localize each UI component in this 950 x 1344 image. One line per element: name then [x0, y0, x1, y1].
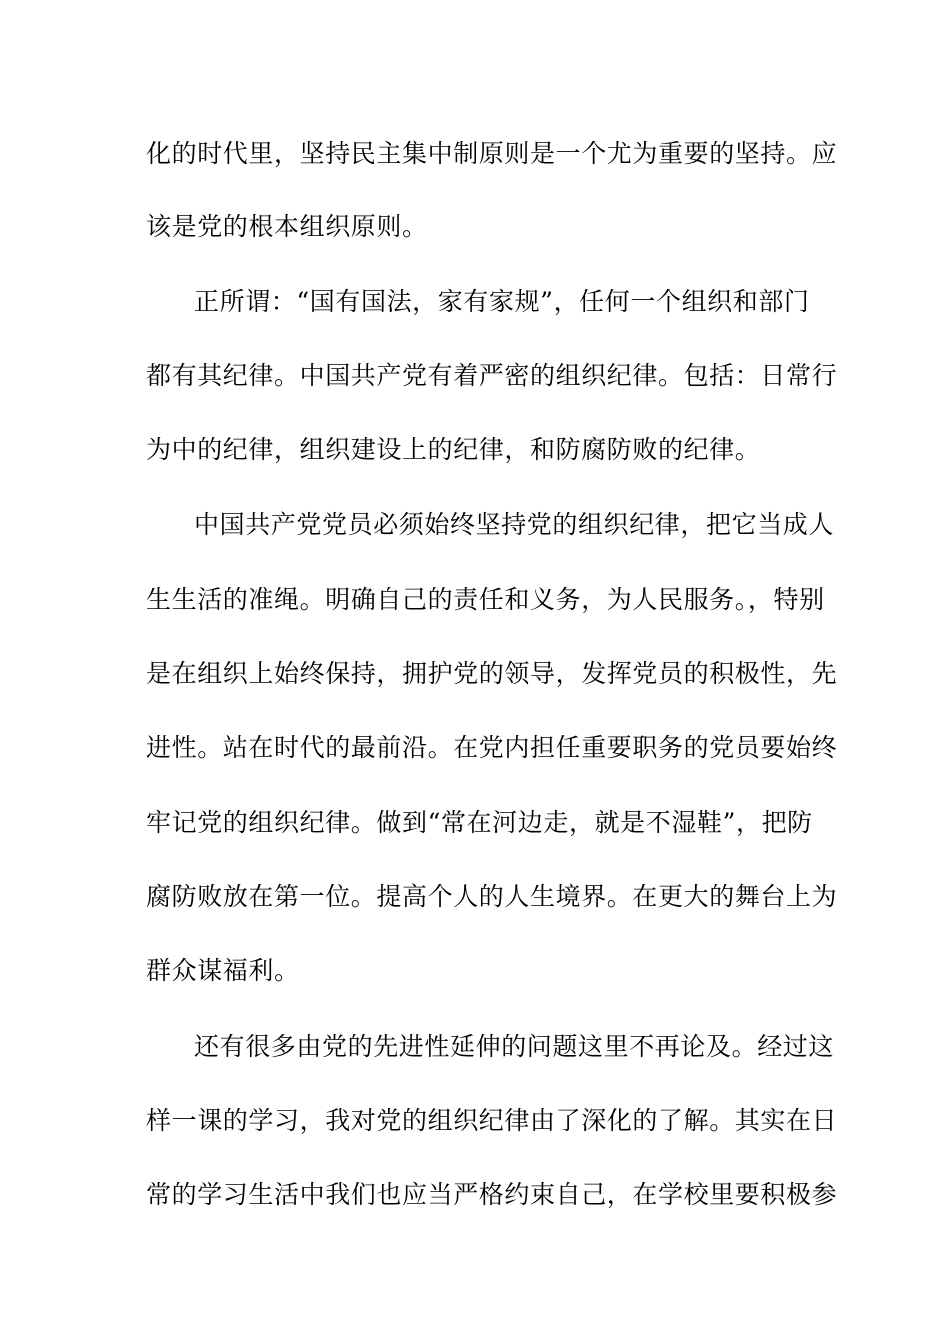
text-line: 牢记党的组织纪律。做到“常在河边走，就是不湿鞋”，把防 — [146, 808, 813, 837]
text-line: 该是党的根本组织原则。 — [146, 212, 428, 241]
text-line: 样一课的学习，我对党的组织纪律由了深化的了解。其实在日 — [146, 1106, 838, 1135]
text-line: 化的时代里，坚持民主集中制原则是一个尤为重要的坚持。应 — [146, 139, 838, 168]
text-line: 都有其纪律。中国共产党有着严密的组织纪律。包括：日常行 — [146, 361, 838, 390]
paragraph-first-line: 正所谓：“国有国法，家有家规”，任何一个组织和部门 — [194, 287, 810, 316]
text-line: 是在组织上始终保持，拥护党的领导，发挥党员的积极性，先 — [146, 659, 838, 688]
text-line: 为中的纪律，组织建设上的纪律，和防腐防败的纪律。 — [146, 435, 761, 464]
text-line: 常的学习生活中我们也应当严格约束自己，在学校里要积极参 — [146, 1180, 838, 1209]
text-line: 进性。站在时代的最前沿。在党内担任重要职务的党员要始终 — [146, 733, 838, 762]
text-line: 群众谋福利。 — [146, 956, 300, 985]
text-line: 生生活的准绳。明确自己的责任和义务，为人民服务。，特别 — [146, 585, 825, 614]
paragraph-first-line: 中国共产党党员必须始终坚持党的组织纪律，把它当成人 — [194, 510, 835, 539]
text-line: 腐防败放在第一位。提高个人的人生境界。在更大的舞台上为 — [146, 882, 838, 911]
paragraph-first-line: 还有很多由党的先进性延伸的问题这里不再论及。经过这 — [194, 1032, 835, 1061]
